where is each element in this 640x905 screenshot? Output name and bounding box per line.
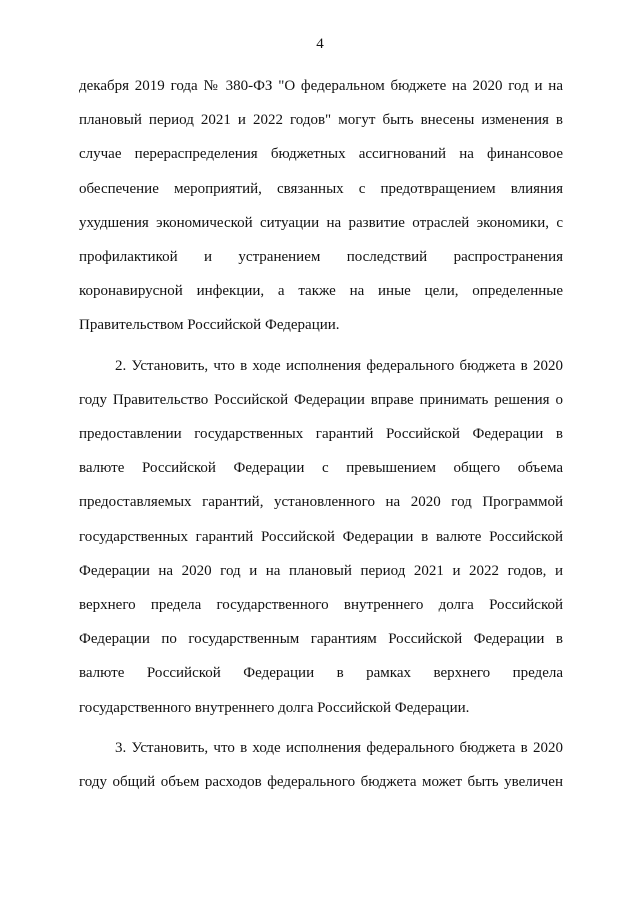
text-line: обеспечение мероприятий, связанных с предотвращением влияния <box>79 181 563 197</box>
text-line: плановый период 2021 и 2022 годов" могут быть внесены изменения в <box>79 112 563 128</box>
text-line: Федерации на 2020 год и на плановый период 2021 и 2022 годов, и <box>79 563 563 579</box>
text-line: коронавирусной инфекции, а также на иные цели, определенные <box>79 283 563 299</box>
paragraph-first-line: 3. Установить, что в ходе исполнения федерального бюджета в 2020 <box>115 740 563 756</box>
text-line: предоставляемых гарантий, установленного на 2020 год Программой <box>79 494 563 510</box>
text-line: валюте Российской Федерации с превышением общего объема <box>79 460 563 476</box>
text-line: Правительством Российской Федерации. <box>79 317 340 333</box>
paragraph-first-line: 2. Установить, что в ходе исполнения федерального бюджета в 2020 <box>115 358 563 374</box>
text-line: верхнего предела государственного внутреннего долга Российской <box>79 597 563 613</box>
page-number: 4 <box>316 36 324 52</box>
text-line: предоставлении государственных гарантий Российской Федерации в <box>79 426 563 442</box>
text-line: декабря 2019 года № 380-ФЗ "О федеральном бюджете на 2020 год и на <box>79 78 563 94</box>
text-line: валюте Российской Федерации в рамках верхнего предела <box>79 665 563 681</box>
text-line: случае перераспределения бюджетных ассигнований на финансовое <box>79 146 563 162</box>
text-line: государственного внутреннего долга Российской Федерации. <box>79 700 470 716</box>
text-line: году общий объем расходов федерального бюджета может быть увеличен <box>79 774 563 790</box>
text-line: государственных гарантий Российской Федерации в валюте Российской <box>79 529 563 545</box>
text-line: ухудшения экономической ситуации на развитие отраслей экономики, с <box>79 215 563 231</box>
text-line: профилактикой и устранением последствий распространения <box>79 249 563 265</box>
text-line: году Правительство Российской Федерации вправе принимать решения о <box>79 392 563 408</box>
text-line: Федерации по государственным гарантиям Российской Федерации в <box>79 631 563 647</box>
